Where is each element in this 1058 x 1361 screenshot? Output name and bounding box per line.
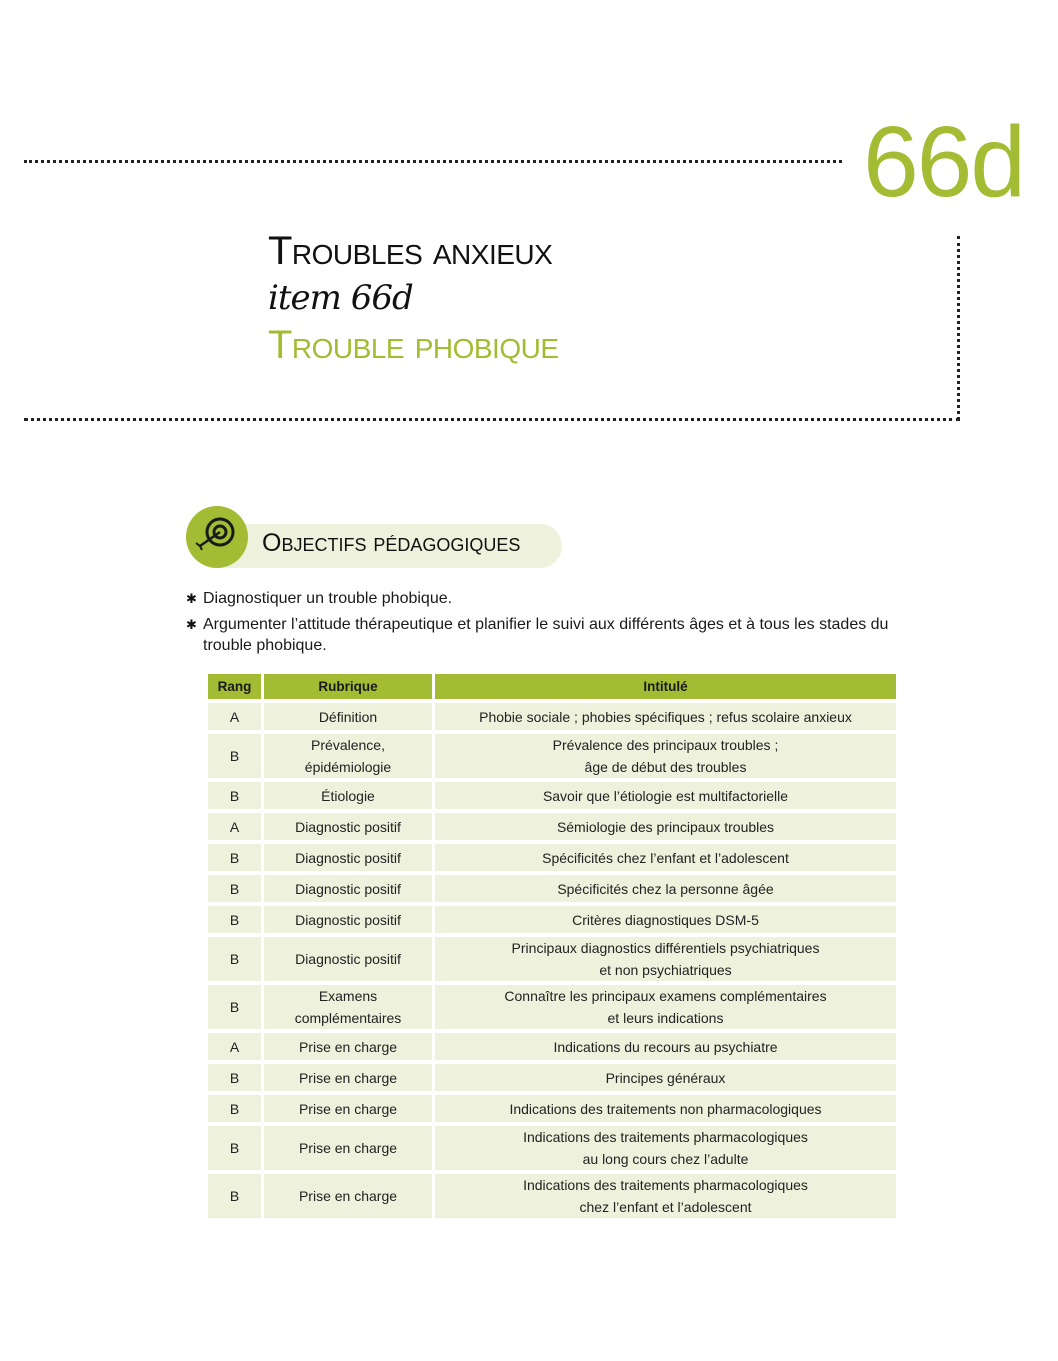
star-bullet-icon: ✱ [186,617,197,632]
cell-rang: B [208,937,261,981]
cell-line: Définition [318,708,378,725]
cell-intitule [435,1064,896,1091]
cell-line: Savoir que l’étiologie est multifactorielle [542,787,789,804]
cell-line: Prévalence, [311,737,385,753]
header-intitule: Intitulé [435,674,896,699]
cell-rang: B [208,1064,261,1091]
dotted-rule-top [24,160,842,163]
cell-line: Sémiologie des principaux troubles [556,818,775,835]
cell-rang: A [208,813,261,840]
table-row [208,875,896,902]
cell-line: et non psychiatriques [599,962,732,978]
cell-line: épidémiologie [304,759,392,775]
item-label: item 66d [268,278,413,318]
cell-intitule [435,906,896,933]
cell-intitule [435,937,896,981]
cell-rubrique [264,703,432,730]
table-row [208,1064,896,1091]
cell-line: et leurs indications [607,1010,724,1026]
cell-line: Diagnostic positif [295,951,401,967]
list-item [186,588,902,609]
cell-rubrique [264,1064,432,1091]
cell-line: Principes généraux [605,1069,726,1086]
cell-line: âge de début des troubles [584,759,747,775]
cell-rubrique [264,1033,432,1060]
objective-text: Argumenter l’attitude thérapeutique et planifier le suivi aux différents âges et à tous les stades du trouble phobique. [203,616,889,654]
cell-intitule [435,1033,896,1060]
target-icon [186,506,248,568]
cell-line: Indications des traitements pharmacologiques [523,1129,808,1145]
cell-line: Prise en charge [298,1188,398,1204]
objectives-table [205,670,899,1222]
cell-intitule [435,875,896,902]
table-row [208,1174,896,1218]
cell-rubrique [264,734,432,778]
chapter-number: 66d [863,106,1024,218]
cell-rang: B [208,1095,261,1122]
dotted-rule-right [957,236,960,420]
cell-rubrique [264,875,432,902]
table-row [208,937,896,981]
cell-line: Prise en charge [298,1140,398,1156]
cell-rubrique [264,813,432,840]
table-body [208,703,896,1218]
table-row [208,782,896,809]
cell-intitule [435,1095,896,1122]
cell-rubrique [264,1174,432,1218]
cell-rubrique [264,844,432,871]
cell-intitule [435,703,896,730]
cell-intitule [435,734,896,778]
cell-rubrique [264,1126,432,1170]
cell-line: chez l’enfant et l’adolescent [579,1199,752,1215]
cell-line: Diagnostic positif [295,818,401,835]
cell-line: Critères diagnostiques DSM-5 [572,911,759,928]
cell-rang: B [208,1126,261,1170]
cell-intitule [435,1174,896,1218]
cell-line: Spécificités chez la personne âgée [557,880,774,897]
cell-line: Indications du recours au psychiatre [553,1038,778,1055]
cell-intitule [435,844,896,871]
cell-rang: A [208,703,261,730]
objectives-header [186,506,566,572]
star-bullet-icon: ✱ [186,591,197,606]
cell-line: Connaître les principaux examens complémentaires [504,988,827,1004]
cell-line: Examens [318,988,378,1004]
table-row [208,844,896,871]
cell-line: Indications des traitements non pharmacologiques [509,1100,822,1117]
table-header-row [208,674,896,699]
sub-title: Trouble phobique [268,323,559,367]
cell-intitule [435,813,896,840]
cell-rang: B [208,1174,261,1218]
objectives-list [186,588,902,661]
cell-rubrique [264,985,432,1029]
cell-line: Prise en charge [298,1038,398,1055]
cell-intitule [435,985,896,1029]
cell-rang: B [208,782,261,809]
cell-intitule [435,782,896,809]
cell-line: Diagnostic positif [295,911,401,928]
cell-line: Phobie sociale ; phobies spécifiques ; refus scolaire anxieux [479,708,852,725]
table-row [208,703,896,730]
cell-rubrique [264,1095,432,1122]
table-row [208,985,896,1029]
table-row [208,1095,896,1122]
cell-line: Étiologie [321,787,375,804]
cell-line: Prise en charge [298,1100,398,1117]
title-block [268,228,559,368]
dotted-rule-bottom [24,418,960,421]
cell-rang: B [208,734,261,778]
cell-line: Spécificités chez l’enfant et l’adolescent [542,849,789,866]
header-rang: Rang [208,674,261,699]
objective-text: Diagnostiquer un trouble phobique. [203,590,453,607]
cell-line: Diagnostic positif [295,849,401,866]
cell-line: complémentaires [294,1010,402,1026]
list-item [186,614,902,656]
cell-rubrique [264,782,432,809]
cell-line: Indications des traitements pharmacologiques [523,1177,808,1193]
cell-rubrique [264,906,432,933]
cell-intitule [435,1126,896,1170]
cell-line: Prise en charge [298,1069,398,1086]
table-row [208,1033,896,1060]
cell-rang: B [208,985,261,1029]
cell-rubrique [264,937,432,981]
cell-line: Principaux diagnostics différentiels psychiatriques [511,940,820,956]
header-rubrique: Rubrique [264,674,432,699]
main-title: Troubles anxieux [268,229,553,273]
table-row [208,1126,896,1170]
table-row [208,813,896,840]
cell-rang: B [208,906,261,933]
table-row [208,906,896,933]
table-row [208,734,896,778]
cell-line: au long cours chez l’adulte [582,1151,749,1167]
cell-line: Prévalence des principaux troubles ; [552,737,779,753]
cell-rang: B [208,875,261,902]
cell-rang: A [208,1033,261,1060]
cell-rang: B [208,844,261,871]
cell-line: Diagnostic positif [295,880,401,897]
objectives-title: Objectifs pédagogiques [262,529,521,557]
